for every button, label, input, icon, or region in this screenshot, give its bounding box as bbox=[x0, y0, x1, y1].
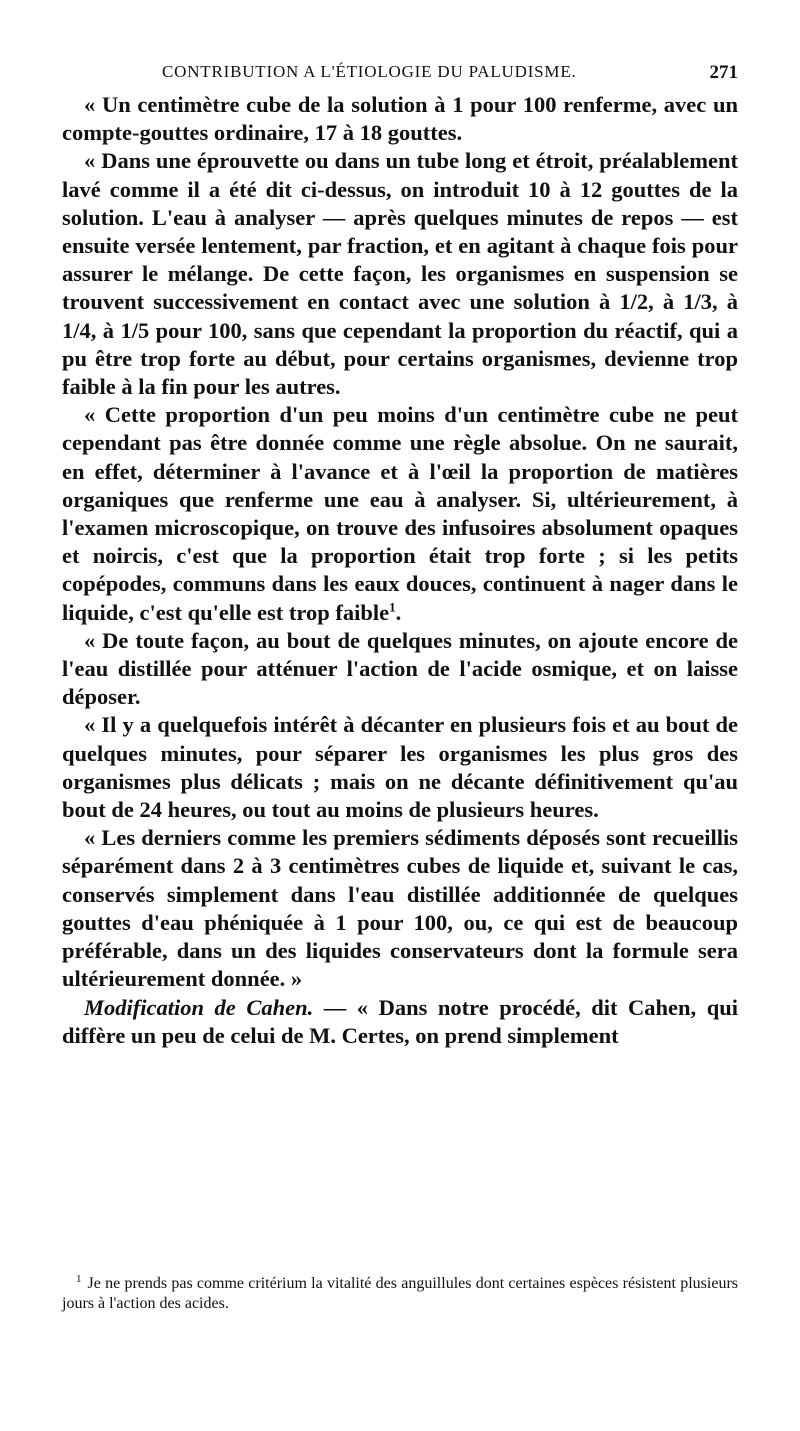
paragraph-7-text: — « Dans notre procédé, dit Cahen, qui diffère un peu de celui de M. Certes, on prend simplement bbox=[62, 994, 738, 1048]
body-text bbox=[62, 91, 738, 1050]
paragraph-1: « Un centimètre cube de la solution à 1 pour 100 renferme, avec un compte-gouttes ordinaire, 17 à 18 gouttes. bbox=[62, 92, 738, 146]
paragraph-3-text: « Cette proportion d'un peu moins d'un centimètre cube ne peut cependant pas être donnée comme une règle absolue. On ne saurait, en effet, déterminer à l'avance et à l'œil la proportion de matières organiques que renferme une eau à analyser. Si, ultérieurement, à l'examen microscopique, on trouve des infusoires absolument opaques et noircis, c'est que la proportion était trop forte ; si les petits copépodes, communs dans les eaux douces, continuent à nager dans le liquide, c'est qu'elle est trop faible bbox=[62, 402, 738, 625]
paragraph-3-end: . bbox=[395, 599, 402, 625]
footnote-text: Je ne prends pas comme critérium la vitalité des anguillules dont certaines espèces résistent plusieurs jours à l'action des acides. bbox=[62, 1275, 738, 1312]
page-number: 271 bbox=[709, 62, 738, 83]
paragraph-5: « Il y a quelquefois intérêt à décanter en plusieurs fois et au bout de quelques minutes, pour séparer les organismes les plus gros des organismes plus délicats ; mais on ne décante définitivement qu'au bout de 24 heures, ou tout au moins de plusieurs heures. bbox=[62, 712, 738, 823]
paragraph-6: « Les derniers comme les premiers sédiments déposés sont recueillis séparément dans 2 à 3 centimètres cubes de liquide et, suivant le cas, conservés simplement dans l'eau distillée additionnée de quelques gouttes d'eau phéniquée à 1 pour 100, ou, ce qui est de beaucoup préférable, dans un des liquides conservateurs dont la formule sera ultérieurement donnée. » bbox=[62, 825, 738, 992]
footnote-reference: 1 bbox=[389, 599, 396, 615]
paragraph-4: « De toute façon, au bout de quelques minutes, on ajoute encore de l'eau distillée pour atténuer l'action de l'acide osmique, et on laisse déposer. bbox=[62, 627, 738, 710]
running-head-title: CONTRIBUTION A L'ÉTIOLOGIE DU PALUDISME. bbox=[162, 62, 577, 81]
footnote-mark: 1 bbox=[76, 1272, 82, 1285]
footnote-1 bbox=[62, 1274, 738, 1314]
footnotes bbox=[62, 1274, 738, 1314]
section-lead-italic: Modification de Cahen. bbox=[84, 994, 314, 1020]
paragraph-2: « Dans une éprouvette ou dans un tube long et étroit, préalablement lavé comme il a été dit ci-dessus, on introduit 10 à 12 gouttes de la solution. L'eau à analyser — après quelques minutes de repos — est ensuite versée lentement, par fraction, et en agitant à chaque fois pour assurer le mélange. De cette façon, les organismes en suspension se trouvent successivement en contact avec une solution à 1/2, à 1/3, à 1/4, à 1/5 pour 100, sans que cependant la proportion du réactif, qui a pu être trop forte au début, pour certains organismes, devienne trop faible à la fin pour les autres. bbox=[62, 148, 738, 400]
paragraph-3 bbox=[62, 401, 738, 627]
paragraph-7 bbox=[62, 994, 738, 1050]
running-head bbox=[0, 62, 800, 88]
